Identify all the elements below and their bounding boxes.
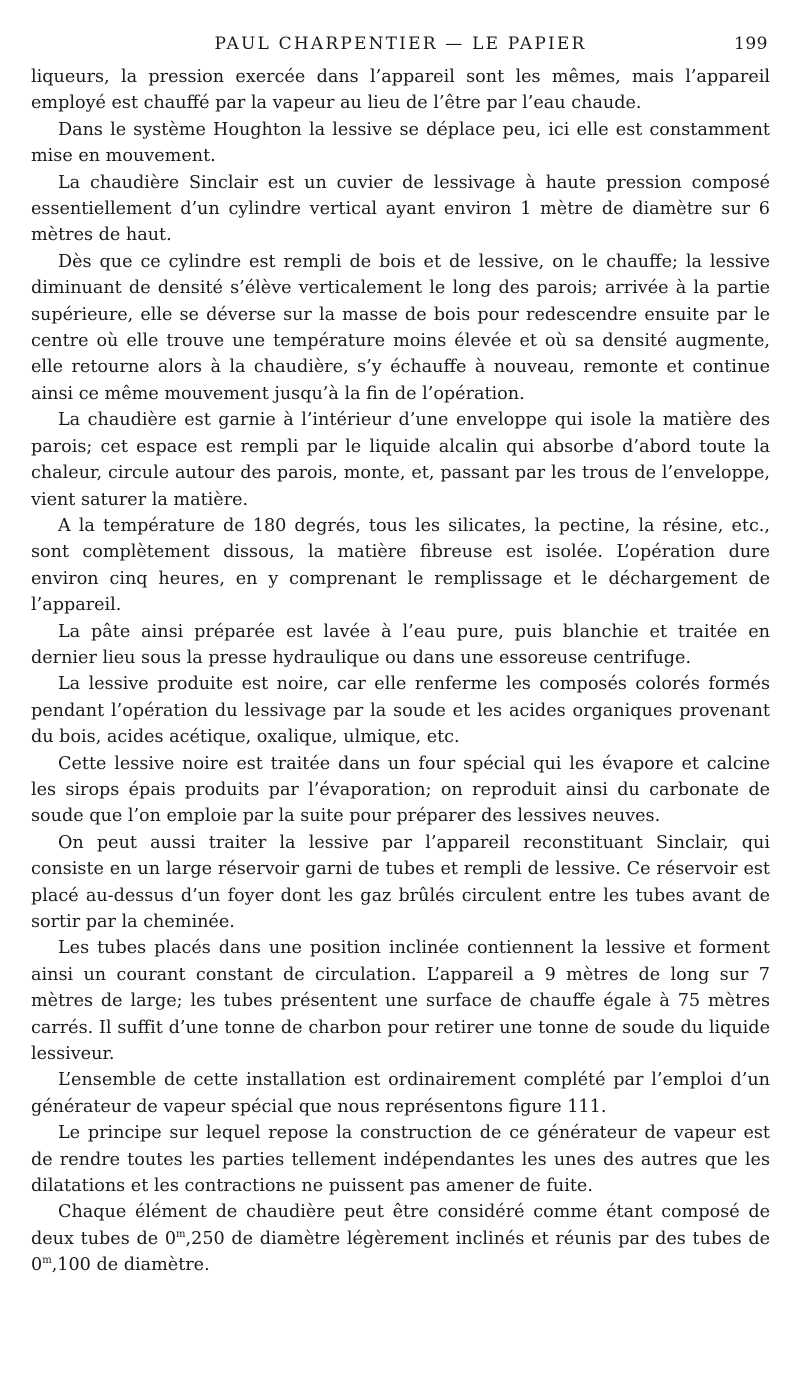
paragraph: Dès que ce cylindre est rempli de bois et de lessive, on le chauffe; la lessive diminuant de densité s’élève verticalement le long des parois; arrivée à la partie supérieure, elle se déverse sur la masse de bois pour redescendre ensuite par le centre où elle trouve une température moins élevée et où sa densité augmente, elle retourne alors à la chaudière, s’y échauffe à nouveau, remonte et continue ainsi ce même mouvement jusqu’à la fin de l’opération.	[31, 251, 770, 404]
paragraph: L’ensemble de cette installation est ordinairement complété par l’emploi d’un générateur de vapeur spécial que nous représentons figure 111.	[31, 1070, 770, 1117]
paragraph: Dans le système Houghton la lessive se déplace peu, ici elle est constamment mise en mouvement.	[31, 119, 770, 167]
paragraph: A la température de 180 degrés, tous les silicates, la pectine, la résine, etc., sont complètement dissous, la matière fibreuse est isolée. L’opération dure environ cinq heures, en y comprenant le remplissage et le déchargement de l’appareil.	[31, 515, 770, 616]
unit-superscript: m	[42, 1255, 52, 1267]
text-run: ,100 de diamètre.	[51, 1255, 210, 1276]
page-number: 199	[734, 34, 768, 54]
text-run: ,250 de diamètre légèrement inclinés et réunis par des tubes de 0	[31, 1228, 770, 1276]
paragraph: La pâte ainsi préparée est lavée à l’eau pure, puis blanchie et traitée en dernier lieu sous la presse hydraulique ou dans une essoreuse centrifuge.	[31, 621, 770, 668]
paragraph-last	[31, 1199, 770, 1278]
paragraph: liqueurs, la pression exercée dans l’appareil sont les mêmes, mais l’appareil employé est chauffé par la vapeur au lieu de l’être par l’eau chaude.	[31, 67, 770, 114]
paragraph: On peut aussi traiter la lessive par l’appareil reconstituant Sinclair, qui consiste en un large réservoir garni de tubes et rempli de lessive. Ce réservoir est placé au-dessus d’un foyer dont les gaz brûlés circulent entre les tubes avant de sortir par la cheminée.	[31, 832, 770, 932]
text-run: Chaque élément de chaudière peut être considéré comme étant composé de deux tubes de 0	[31, 1202, 770, 1249]
paragraph: La chaudière est garnie à l’intérieur d’une enveloppe qui isole la matière des parois; cet espace est rempli par le liquide alcalin qui absorbe d’abord toute la chaleur, circule autour des parois, monte, et, passant par les trous de l’enveloppe, vient saturer la matière.	[31, 410, 770, 510]
body-text	[31, 64, 770, 1279]
paragraph: La lessive produite est noire, car elle renferme les composés colorés formés pendant l’opération du lessivage par la soude et les acides organiques provenant du bois, acides acétique, oxalique, ulmique, etc.	[31, 674, 770, 748]
paragraph: La chaudière Sinclair est un cuvier de lessivage à haute pression composé essentiellement d’un cylindre vertical ayant environ 1 mètre de diamètre sur 6 mètres de haut.	[31, 172, 770, 246]
paragraph: Les tubes placés dans une position inclinée contiennent la lessive et forment ainsi un courant constant de circulation. L’appareil a 9 mètres de long sur 7 mètres de large; les tubes présentent une surface de chauffe égale à 75 mètres carrés. Il suffit d’une tonne de charbon pour retirer une tonne de soude du liquide lessiveur.	[31, 938, 770, 1065]
paragraph: Cette lessive noire est traitée dans un four spécial qui les évapore et calcine les sirops épais produits par l’évaporation; on reproduit ainsi du carbonate de soude que l’on emploie par la suite pour préparer des lessives neuves.	[31, 753, 770, 827]
paragraph: Le principe sur lequel repose la construction de ce générateur de vapeur est de rendre toutes les parties tellement indépendantes les unes des autres que les dilatations et les contractions ne puissent pas amener de fuite.	[31, 1123, 770, 1197]
page-header	[31, 34, 770, 64]
running-title: PAUL CHARPENTIER — LE PAPIER	[214, 34, 587, 54]
unit-superscript: m	[176, 1228, 186, 1240]
